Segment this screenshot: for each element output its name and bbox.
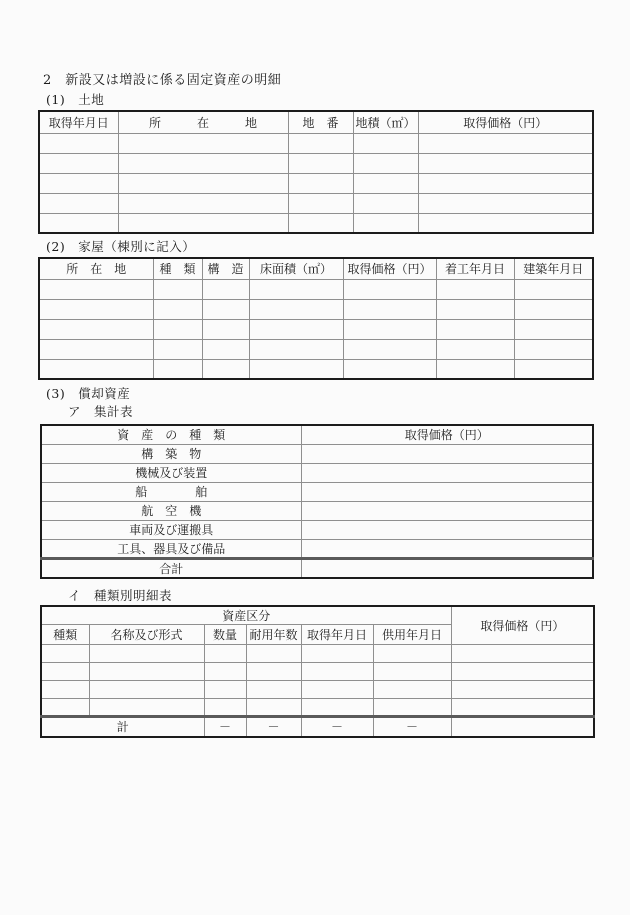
empty-cell (343, 279, 436, 299)
empty-cell (288, 213, 353, 233)
house-empty-row (39, 339, 593, 359)
land-empty-row (39, 153, 593, 173)
empty-cell (39, 193, 118, 213)
detail-header-quantity: 数量 (204, 625, 246, 645)
land-empty-row (39, 213, 593, 233)
empty-cell (39, 319, 153, 339)
detail-total-label: 計 (41, 717, 204, 737)
empty-cell (202, 339, 249, 359)
detail-header-type: 種類 (41, 625, 89, 645)
section-label-land: (1) 土地 (46, 92, 105, 107)
house-table (38, 257, 594, 380)
empty-cell (89, 663, 204, 681)
land-header-price: 取得価格（円） (418, 111, 593, 133)
empty-cell (514, 359, 593, 379)
summary-header-row (41, 425, 593, 444)
detail-empty-row (41, 645, 594, 663)
summary-total-row (41, 558, 593, 578)
summary-row-ships (41, 482, 593, 501)
empty-cell (436, 279, 514, 299)
empty-cell (343, 299, 436, 319)
summary-header-asset-type: 資 産 の 種 類 (41, 425, 301, 444)
empty-cell (39, 339, 153, 359)
empty-cell (288, 193, 353, 213)
empty-cell (202, 299, 249, 319)
empty-cell (353, 173, 418, 193)
house-header-location: 所 在 地 (39, 258, 153, 279)
empty-cell (301, 663, 373, 681)
empty-cell (353, 193, 418, 213)
house-header-kind: 種 類 (153, 258, 202, 279)
detail-header-acquisition-date: 取得年月日 (301, 625, 373, 645)
empty-cell (418, 193, 593, 213)
empty-cell (89, 699, 204, 717)
empty-cell (514, 319, 593, 339)
empty-cell (373, 663, 451, 681)
detail-header-name-model: 名称及び形式 (89, 625, 204, 645)
summary-total-label: 合計 (41, 558, 301, 578)
empty-cell (39, 279, 153, 299)
empty-cell (39, 133, 118, 153)
land-header-acquisition-date: 取得年月日 (39, 111, 118, 133)
empty-cell (436, 299, 514, 319)
summary-row-vehicles (41, 520, 593, 539)
detail-empty-row (41, 663, 594, 681)
empty-cell (249, 299, 343, 319)
detail-total-dash-acquisition-date: － (301, 717, 373, 737)
empty-cell (118, 193, 288, 213)
empty-cell (246, 663, 301, 681)
empty-cell (249, 359, 343, 379)
empty-cell (41, 699, 89, 717)
detail-group-header-row (41, 606, 594, 625)
empty-cell (288, 153, 353, 173)
land-header-row (39, 111, 593, 133)
empty-cell (39, 213, 118, 233)
empty-cell (202, 359, 249, 379)
empty-cell (153, 299, 202, 319)
empty-cell (451, 663, 594, 681)
land-empty-row (39, 173, 593, 193)
summary-row-machinery (41, 463, 593, 482)
empty-cell (301, 501, 593, 520)
empty-cell (418, 173, 593, 193)
empty-cell (202, 319, 249, 339)
document-title: 2 新設又は増設に係る固定資産の明細 (43, 73, 282, 88)
empty-cell (436, 319, 514, 339)
empty-cell (514, 339, 593, 359)
house-header-start-date: 着工年月日 (436, 258, 514, 279)
empty-cell (343, 319, 436, 339)
detail-header-useful-life: 耐用年数 (246, 625, 301, 645)
summary-table (40, 424, 594, 579)
empty-cell (353, 153, 418, 173)
detail-total-dash-quantity: － (204, 717, 246, 737)
empty-cell (451, 645, 594, 663)
summary-row-label: 航 空 機 (41, 501, 301, 520)
empty-cell (451, 699, 594, 717)
house-empty-row (39, 299, 593, 319)
empty-cell (39, 153, 118, 173)
section-label-house: (2) 家屋（棟別に記入） (46, 239, 196, 254)
empty-cell (373, 645, 451, 663)
empty-cell (301, 699, 373, 717)
empty-cell (353, 213, 418, 233)
empty-cell (39, 359, 153, 379)
empty-cell (451, 717, 594, 737)
summary-row-structures (41, 444, 593, 463)
empty-cell (246, 681, 301, 699)
detail-total-row (41, 717, 594, 737)
empty-cell (249, 339, 343, 359)
summary-row-label: 構 築 物 (41, 444, 301, 463)
subsection-label-detail: イ 種類別明細表 (68, 588, 173, 603)
empty-cell (246, 645, 301, 663)
empty-cell (153, 359, 202, 379)
empty-cell (246, 699, 301, 717)
empty-cell (153, 279, 202, 299)
house-header-build-date: 建築年月日 (514, 258, 593, 279)
empty-cell (204, 663, 246, 681)
empty-cell (89, 645, 204, 663)
house-header-floor-area: 床面積（㎡） (249, 258, 343, 279)
empty-cell (118, 173, 288, 193)
empty-cell (288, 133, 353, 153)
house-empty-row (39, 279, 593, 299)
empty-cell (39, 173, 118, 193)
empty-cell (118, 213, 288, 233)
section-label-depreciable: (3) 償却資産 (46, 386, 131, 401)
summary-row-label: 車両及び運搬具 (41, 520, 301, 539)
empty-cell (41, 645, 89, 663)
empty-cell (204, 681, 246, 699)
summary-row-tools (41, 539, 593, 558)
empty-cell (418, 213, 593, 233)
empty-cell (373, 699, 451, 717)
empty-cell (436, 359, 514, 379)
empty-cell (153, 339, 202, 359)
land-header-lot-number: 地 番 (288, 111, 353, 133)
detail-header-price: 取得価格（円） (451, 606, 594, 645)
empty-cell (436, 339, 514, 359)
empty-cell (353, 133, 418, 153)
empty-cell (118, 153, 288, 173)
house-header-structure: 構 造 (202, 258, 249, 279)
land-header-area: 地積（㎡） (353, 111, 418, 133)
empty-cell (202, 279, 249, 299)
detail-empty-row (41, 699, 594, 717)
empty-cell (41, 663, 89, 681)
detail-empty-row (41, 681, 594, 699)
house-header-price: 取得価格（円） (343, 258, 436, 279)
land-empty-row (39, 193, 593, 213)
empty-cell (373, 681, 451, 699)
empty-cell (301, 444, 593, 463)
summary-row-label: 工具、器具及び備品 (41, 539, 301, 558)
subsection-label-summary: ア 集計表 (68, 404, 134, 419)
empty-cell (343, 339, 436, 359)
empty-cell (343, 359, 436, 379)
empty-cell (301, 520, 593, 539)
empty-cell (288, 173, 353, 193)
detail-total-dash-service-date: － (373, 717, 451, 737)
detail-header-service-date: 供用年月日 (373, 625, 451, 645)
empty-cell (153, 319, 202, 339)
empty-cell (204, 645, 246, 663)
empty-cell (418, 153, 593, 173)
empty-cell (451, 681, 594, 699)
empty-cell (301, 463, 593, 482)
summary-row-label: 船 舶 (41, 482, 301, 501)
empty-cell (514, 299, 593, 319)
empty-cell (39, 299, 153, 319)
detail-header-asset-category: 資産区分 (41, 606, 451, 625)
empty-cell (41, 681, 89, 699)
empty-cell (301, 539, 593, 558)
empty-cell (418, 133, 593, 153)
house-empty-row (39, 319, 593, 339)
empty-cell (118, 133, 288, 153)
empty-cell (301, 482, 593, 501)
empty-cell (301, 558, 593, 578)
summary-row-aircraft (41, 501, 593, 520)
empty-cell (89, 681, 204, 699)
detail-total-dash-useful-life: － (246, 717, 301, 737)
summary-header-price: 取得価格（円） (301, 425, 593, 444)
empty-cell (514, 279, 593, 299)
summary-row-label: 機械及び装置 (41, 463, 301, 482)
land-table (38, 110, 594, 234)
detail-table (40, 605, 595, 738)
empty-cell (204, 699, 246, 717)
land-header-location: 所 在 地 (118, 111, 288, 133)
land-empty-row (39, 133, 593, 153)
empty-cell (249, 319, 343, 339)
empty-cell (301, 645, 373, 663)
empty-cell (301, 681, 373, 699)
empty-cell (249, 279, 343, 299)
house-header-row (39, 258, 593, 279)
house-empty-row (39, 359, 593, 379)
